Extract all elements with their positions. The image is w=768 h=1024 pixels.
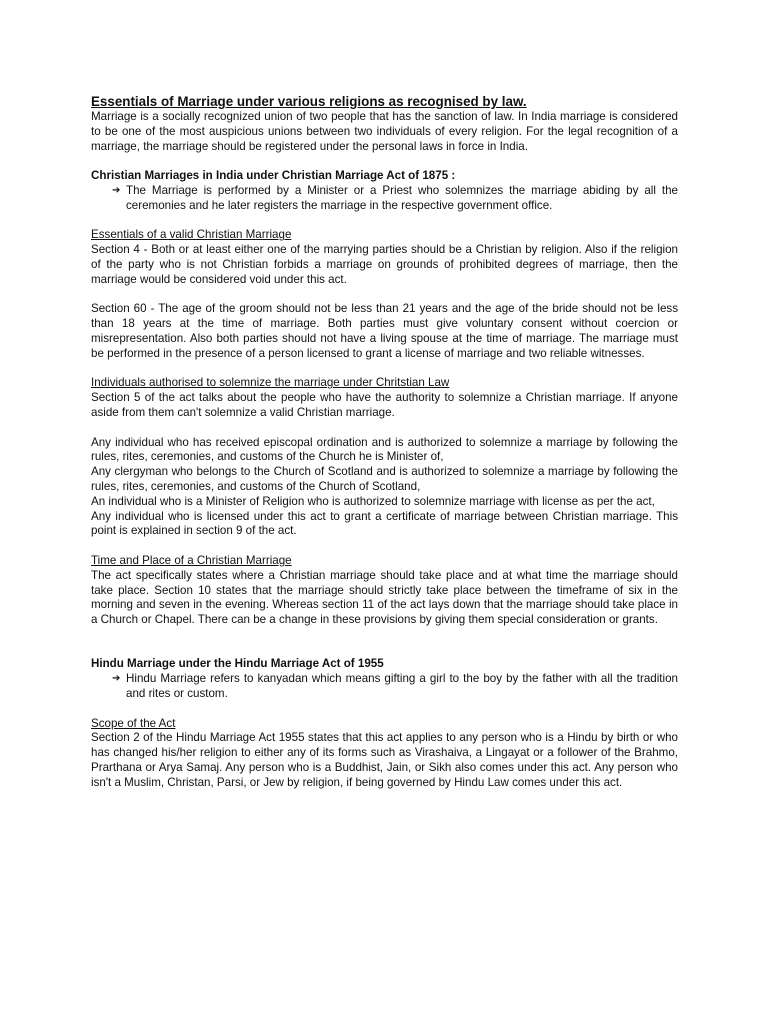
individual-item: An individual who is a Minister of Religion who is authorized to solemnize marriage with license as per the act, [91,494,655,508]
hindu-section-heading: Hindu Marriage under the Hindu Marriage Act of 1955 [91,657,384,671]
individual-item: Any individual who has received episcopal ordination and is authorized to solemnize a marriage by following the rules, rites, ceremonies, and customs of the Church he is Minister of, [91,435,678,464]
christian-bullet-text: The Marriage is performed by a Minister or a Priest who solemnizes the marriage abiding by all the ceremonies and he later registers the marriage in the respective government office. [126,183,678,212]
individuals-heading: Individuals authorised to solemnize the marriage under Chritstian Law [91,376,450,390]
christian-section-heading: Christian Marriages in India under Christian Marriage Act of 1875 : [91,169,456,183]
spacer [91,702,678,717]
spacer [91,421,678,436]
christian-bullet [91,184,678,214]
hindu-bullet [91,672,678,702]
time-place-heading: Time and Place of a Christian Marriage [91,553,292,567]
section-4-paragraph: Section 4 - Both or at least either one of the marrying parties should be a Christian by religion. Also if the religion of the party who is not Christian forbids a marriage on grounds of prohibited degrees of marriage, then the marriage would be considered void under this act. [91,243,678,286]
spacer [91,288,678,303]
individual-item: Any individual who is licensed under this act to grant a certificate of marriage between Christian marriage. This point is explained in section 9 of the act. [91,509,678,538]
intro-paragraph: Marriage is a socially recognized union of two people that has the sanction of law. In India marriage is considered to be one of the most auspicious unions between two individuals of every religion. For the legal recognition of a marriage, the marriage should be registered under the personal laws in force in India. [91,110,678,153]
spacer [91,539,678,554]
spacer [91,154,678,169]
document-page [91,94,678,791]
spacer [91,643,678,658]
section-60-paragraph: Section 60 - The age of the groom should not be less than 21 years and the age of the bride should not be less than 18 years at the time of marriage. Both parties must give voluntary consent without coercion or misrepresentation. Also both parties should not have a living spouse at the time of marriage. The marriage must be performed in the presence of a person licensed to grant a license of marriage and two reliable witnesses. [91,302,678,360]
essentials-heading: Essentials of a valid Christian Marriage [91,228,292,242]
scope-paragraph: Section 2 of the Hindu Marriage Act 1955 states that this act applies to any person who is a Hindu by birth or who has changed his/her religion to either any of its forms such as Virashaiva, a Lingayat or a follower of the Brahmo, Prarthana or Arya Samaj. Any person who is a Buddhist, Jain, or Sikh also comes under this act. Any person who isn't a Muslim, Christan, Parsi, or Jew by religion, if being governed by Hindu Law comes under this act. [91,731,678,789]
time-place-paragraph: The act specifically states where a Christian marriage should take place and at what time the marriage should take place. Section 10 states that the marriage should strictly take place between the timeframe of six in the morning and seven in the evening. Whereas section 11 of the act lays down that the marriage should take place in a Church or Chapel. There can be a change in these provisions by giving them special consideration or grants. [91,568,678,627]
scope-heading: Scope of the Act [91,716,176,730]
individual-item: Any clergyman who belongs to the Church of Scotland and is authorized to solemnize a marriage by following the rules, rites, ceremonies, and customs of the Church of Scotland, [91,465,678,493]
spacer [91,628,678,643]
spacer [91,214,678,229]
section-5-paragraph: Section 5 of the act talks about the people who have the authority to solemnize a Christian marriage. If anyone aside from them can't solemnize a valid Christian marriage. [91,391,678,419]
document-title: Essentials of Marriage under various religions as recognised by law. [91,94,527,109]
hindu-bullet-text: Hindu Marriage refers to kanyadan which means gifting a girl to the boy by the father with all the tradition and rites or custom. [126,672,678,701]
spacer [91,362,678,377]
arrow-bullet-icon: ➔ [112,184,121,196]
arrow-bullet-icon: ➔ [112,673,121,685]
